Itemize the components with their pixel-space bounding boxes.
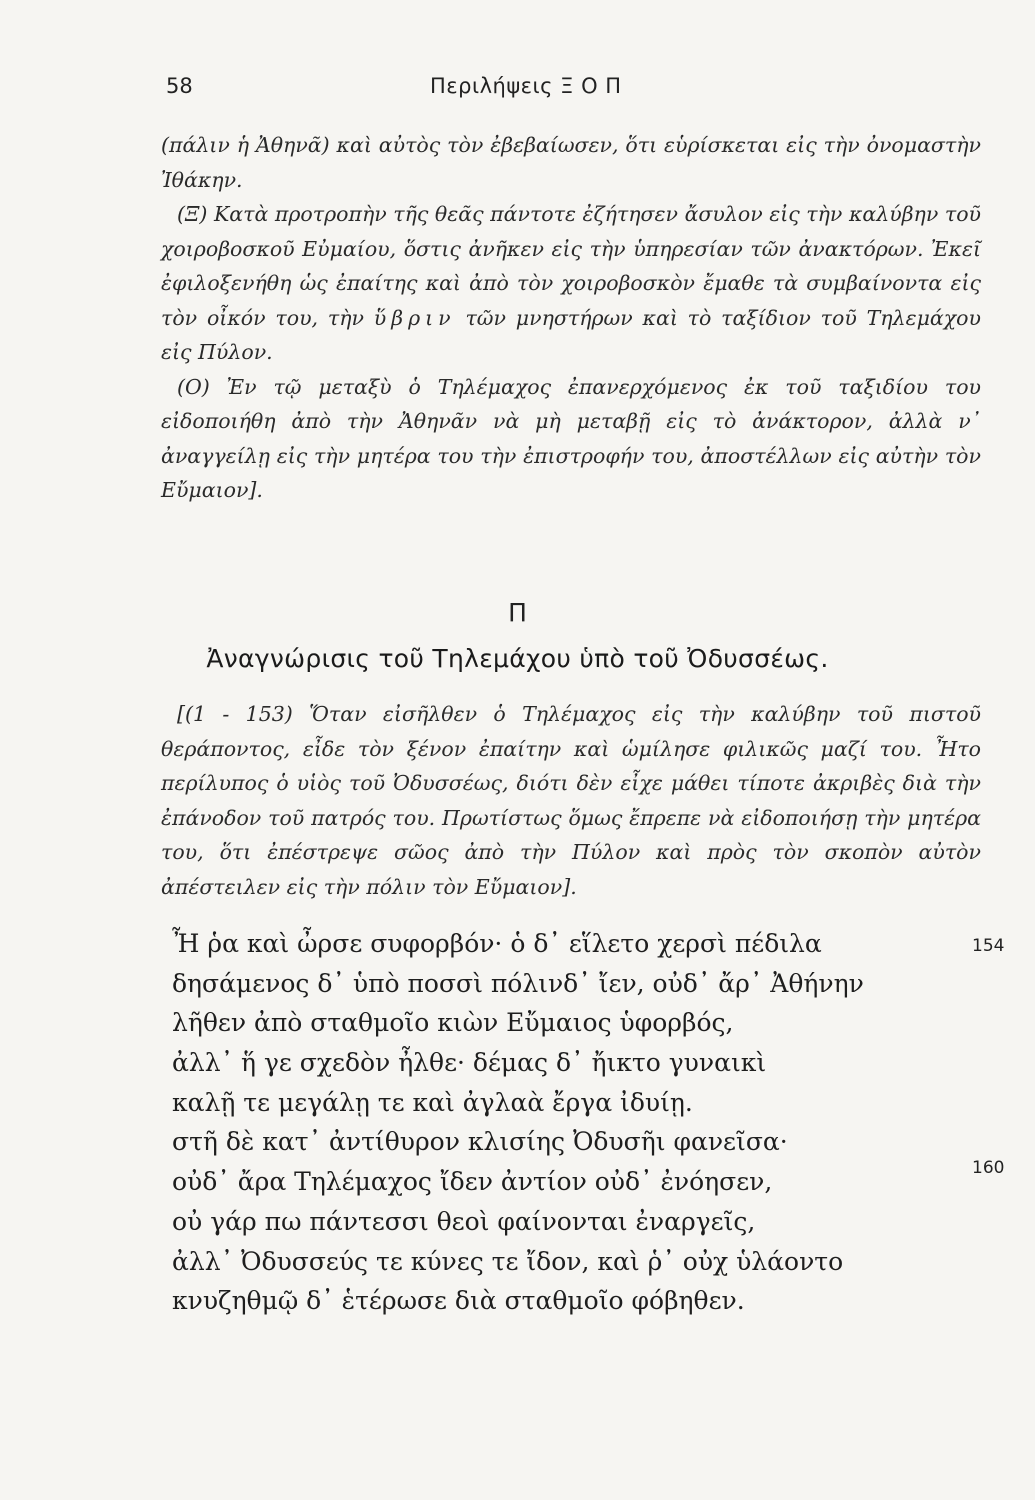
verse-line: οὐδ᾽ ἄρα Τηλέμαχος ἴδεν ἀντίον οὐδ᾽ ἐνόησεν, xyxy=(172,1167,773,1197)
line-number-154: 154 xyxy=(972,936,1005,956)
verse-line: καλῇ τε μεγάλῃ τε καὶ ἀγλαὰ ἔργα ἰδυίῃ. xyxy=(172,1087,693,1117)
running-head: Περιλήψεις Ξ Ο Π xyxy=(430,74,622,98)
summary-paragraph-omicron: (Ο) Ἐν τῷ μεταξὺ ὁ Τηλέμαχος ἐπανερχόμενος ἐκ τοῦ ταξιδίου του εἰδοποιήθη ἀπὸ τὴν Ἀθηνᾶν νὰ μὴ μεταβῇ εἰς τὸ ἀνάκτορον, ἀλλὰ ν᾽ ἀναγγείλῃ εἰς τὴν μητέρα του τὴν ἐπιστροφήν του, ἀποστέλλων εἰς αὐτὴν τὸν Εὔμαιον]. xyxy=(161,374,981,502)
summary-continued xyxy=(161,128,981,508)
section-summary-paragraph: [(1 - 153) Ὅταν εἰσῆλθεν ὁ Τηλέμαχος εἰς τὴν καλύβην τοῦ πιστοῦ θεράποντος, εἶδε τὸν ξένον ἐπαίτην καὶ ὡμίλησε φιλικῶς μαζί του. Ἦτο περίλυπος ὁ υἱὸς τοῦ Ὀδυσσέως, διότι δὲν εἶχε μάθει τίποτε ἀκριβὲς διὰ τὴν ἐπάνοδον τοῦ πατρός του. Πρωτίστως ὅμως ἔπρεπε νὰ εἰδοποιήσῃ τὴν μητέρα του, ὅτι ἐπέστρεψε σῶος ἀπὸ τὴν Πύλον καὶ πρὸς τὸν σκοπὸν αὐτὸν ἀπέστειλεν εἰς τὴν πόλιν τὸν Εὔμαιον]. xyxy=(161,702,981,899)
verse-line: στῆ δὲ κατ᾽ ἀντίθυρον κλισίης Ὀδυσῆι φανεῖσα· xyxy=(172,1127,788,1157)
summary-paragraph-xi xyxy=(161,197,981,370)
verse-line: λῆθεν ἀπὸ σταθμοῖο κιὼν Εὔμαιος ὑφορβός, xyxy=(172,1008,734,1038)
page-header xyxy=(0,74,1035,114)
verse-line: οὐ γάρ πω πάντεσσι θεοὶ φαίνονται ἐναργεῖς, xyxy=(172,1206,756,1236)
section-letter: Π xyxy=(508,598,527,627)
verse-line: ἀλλ᾽ Ὀδυσσεύς τε κύνες τε ἴδον, καὶ ῥ᾽ οὐχ ὑλάοντο xyxy=(172,1246,844,1276)
summary-paragraph-intro: (πάλιν ἡ Ἀθηνᾶ) καὶ αὐτὸς τὸν ἐβεβαίωσεν, ὅτι εὑρίσκεται εἰς τὴν ὀνομαστὴν Ἰθάκην. xyxy=(161,133,981,192)
verse-line: δησάμενος δ᾽ ὑπὸ ποσσὶ πόλινδ᾽ ἴεν, οὐδ᾽ ἄρ᾽ Ἀθήνην xyxy=(172,968,864,998)
verse-line: ἀλλ᾽ ἥ γε σχεδὸν ἦλθε· δέμας δ᾽ ἤικτο γυναικὶ xyxy=(172,1048,767,1078)
verse-line: Ἦ ῥα καὶ ὦρσε συφορβόν· ὁ δ᾽ εἵλετο χερσὶ πέδιλα xyxy=(172,929,822,958)
summary-xi-suffix: τῶν μνηστήρων καὶ τὸ ταξίδιον τοῦ Τηλεμάχου εἰς Πύλον. xyxy=(161,305,981,364)
summary-xi-spaced-word: ὕβριν xyxy=(373,305,456,330)
section-summary xyxy=(161,697,981,904)
summary-xi-prefix: (Ξ) Κατὰ προτροπὴν τῆς θεᾶς πάντοτε ἐζήτησεν ἄσυλον εἰς τὴν καλύβην τοῦ χοιροβοσκοῦ Εὐμαίου, ὅστις ἀνῆκεν εἰς τὴν ὑπηρεσίαν τῶν ἀνακτόρων. Ἐκεῖ ἐφιλοξενήθη ὡς ἐπαίτης καὶ ἀπὸ τὸν χοιροβοσκὸν ἔμαθε τὰ συμβαίνοντα εἰς τὸν οἶκόν του, τὴν xyxy=(161,202,981,330)
section-title: Ἀναγνώρισις τοῦ Τηλεμάχου ὑπὸ τοῦ Ὀδυσσέως. xyxy=(206,644,829,673)
page-number: 58 xyxy=(166,74,193,98)
verse-line: κνυζηθμῷ δ᾽ ἑτέρωσε διὰ σταθμοῖο φόβηθεν. xyxy=(172,1286,745,1316)
verse-block xyxy=(172,924,932,1321)
line-number-160: 160 xyxy=(972,1158,1005,1178)
